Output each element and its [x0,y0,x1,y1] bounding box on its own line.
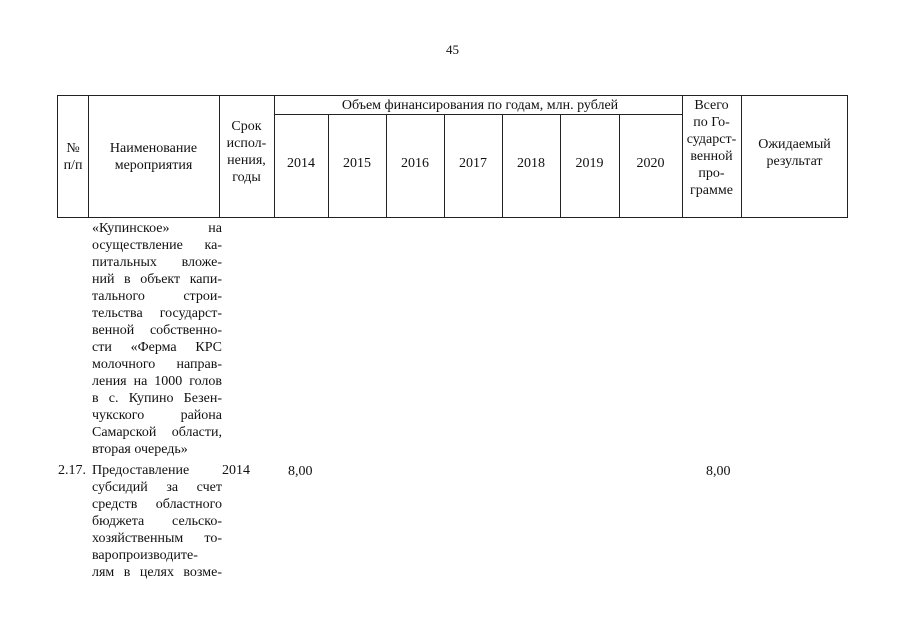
header-term: Срок испол- нения, годы [226,119,267,185]
page-number: 45 [446,42,459,57]
header-name: Наименование мероприятия [109,141,198,173]
row-2-17-name: Предоставление субсидий за счет средств областного бюджета сельско- хозяйственным то- варопроизводите- лям в целях возме- [92,463,222,580]
row-2-17-term: 2014 [222,463,250,478]
header-year-2020: 2020 [636,156,665,171]
row-2-17-total: 8,00 [706,464,731,479]
header-num: № п/п [63,141,83,173]
header-result: Ожидаемый результат [758,137,831,169]
header-total: Всего по Го- сударст- венной про- грамме [686,98,737,198]
header-year-2019: 2019 [575,156,604,171]
header-year-2017: 2017 [459,156,487,171]
header-year-2015: 2015 [343,156,371,171]
row-divider [274,114,682,115]
header-year-2014: 2014 [287,156,315,171]
row-2-17-value-2014: 8,00 [288,464,313,479]
header-funding-title: Объем финансирования по годам, млн. рублей [341,98,619,113]
table-header [57,95,848,218]
row-continuation-name: «Купинское» на осуществление ка- питальных вложе- ний в объект капи- тального строи- тельства государст- венной собственно- сти «Ферма КРС молочного направ- ления на 1000 голов в с. Купино Безен- чукского района Самарской области, вторая очередь» [92,221,222,457]
row-2-17-number: 2.17. [58,463,86,478]
header-year-2018: 2018 [517,156,545,171]
header-year-2016: 2016 [401,156,429,171]
